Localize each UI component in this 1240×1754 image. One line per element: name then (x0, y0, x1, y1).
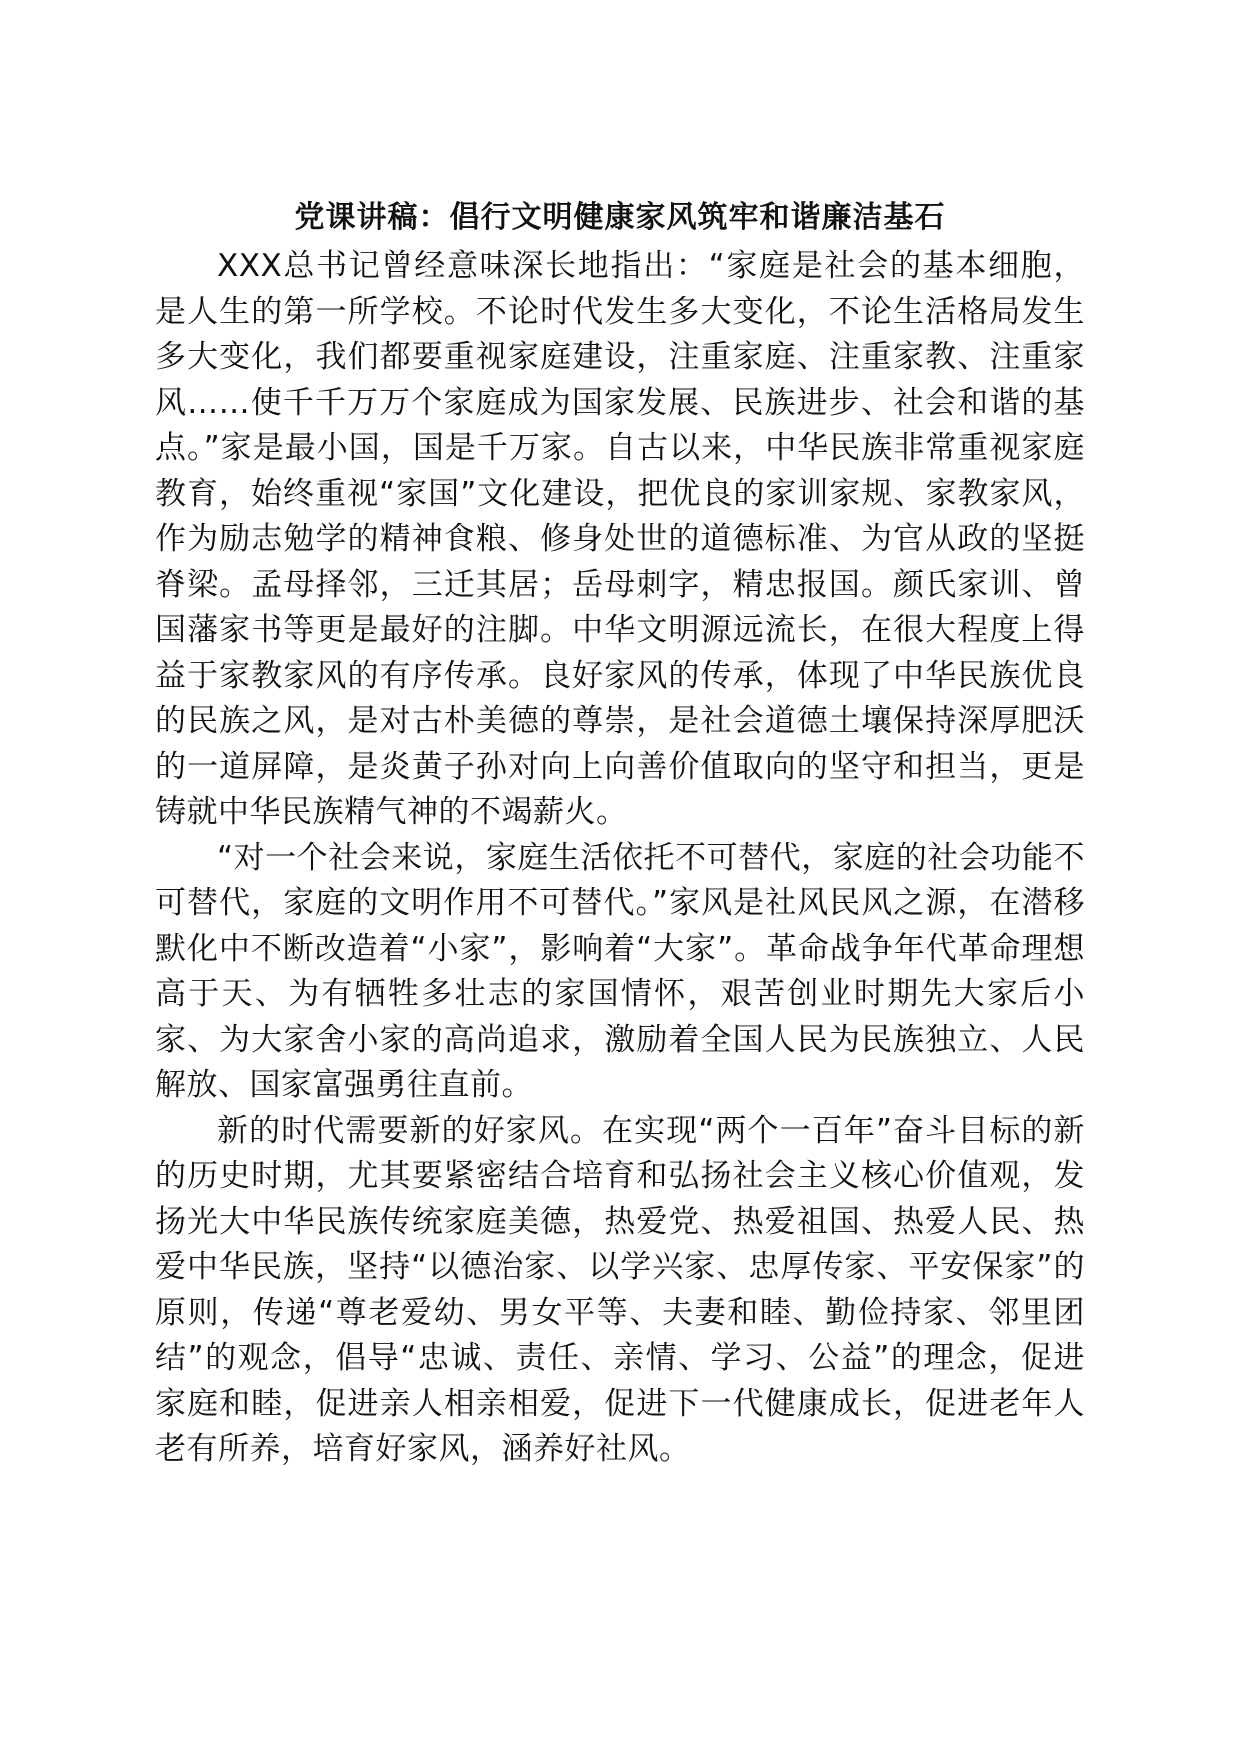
paragraph-2: “对一个社会来说，家庭生活依托不可替代，家庭的社会功能不可替代，家庭的文明作用不可替代。”家风是社风民风之源，在潜移默化中不断改造着“小家”，影响着“大家”。革命战争年代革命理想高于天、为有牺牲多壮志的家国情怀，艰苦创业时期先大家后小家、为大家舍小家的高尚追求，激励着全国人民为民族独立、人民解放、国家富强勇往直前。 (155, 839, 1085, 1103)
paragraph-1: XXX总书记曾经意味深长地指出：“家庭是社会的基本细胞，是人生的第一所学校。不论时代发生多大变化，不论生活格局发生多大变化，我们都要重视家庭建设，注重家庭、注重家教、注重家风……使千千万万个家庭成为国家发展、民族进步、社会和谐的基点。”家是最小国，国是千万家。自古以来，中华民族非常重视家庭教育，始终重视“家国”文化建设，把优良的家训家规、家教家风，作为励志勉学的精神食粮、修身处世的道德标准、为官从政的坚挺脊梁。孟母择邻，三迁其居；岳母刺字，精忠报国。颜氏家训、曾国藩家书等更是最好的注脚。中华文明源远流长，在很大程度上得益于家教家风的有序传承。良好家风的传承，体现了中华民族优良的民族之风，是对古朴美德的尊崇，是社会道德土壤保持深厚肥沃的一道屏障，是炎黄子孙对向上向善价值取向的坚守和担当，更是铸就中华民族精气神的不竭薪火。 (155, 248, 1085, 830)
paragraph-3: 新的时代需要新的好家风。在实现“两个一百年”奋斗目标的新的历史时期，尤其要紧密结合培育和弘扬社会主义核心价值观，发扬光大中华民族传统家庭美德，热爱党、热爱祖国、热爱人民、热爱中华民族，坚持“以德治家、以学兴家、忠厚传家、平安保家”的原则，传递“尊老爱幼、男女平等、夫妻和睦、勤俭持家、邻里团结”的观念，倡导“忠诚、责任、亲情、学习、公益”的理念，促进家庭和睦，促进亲人相亲相爱，促进下一代健康成长，促进老年人老有所养，培育好家风，涵养好社风。 (155, 1112, 1085, 1467)
document-body (155, 198, 1085, 1473)
document-title: 党课讲稿：倡行文明健康家风筑牢和谐廉洁基石 (294, 200, 946, 235)
